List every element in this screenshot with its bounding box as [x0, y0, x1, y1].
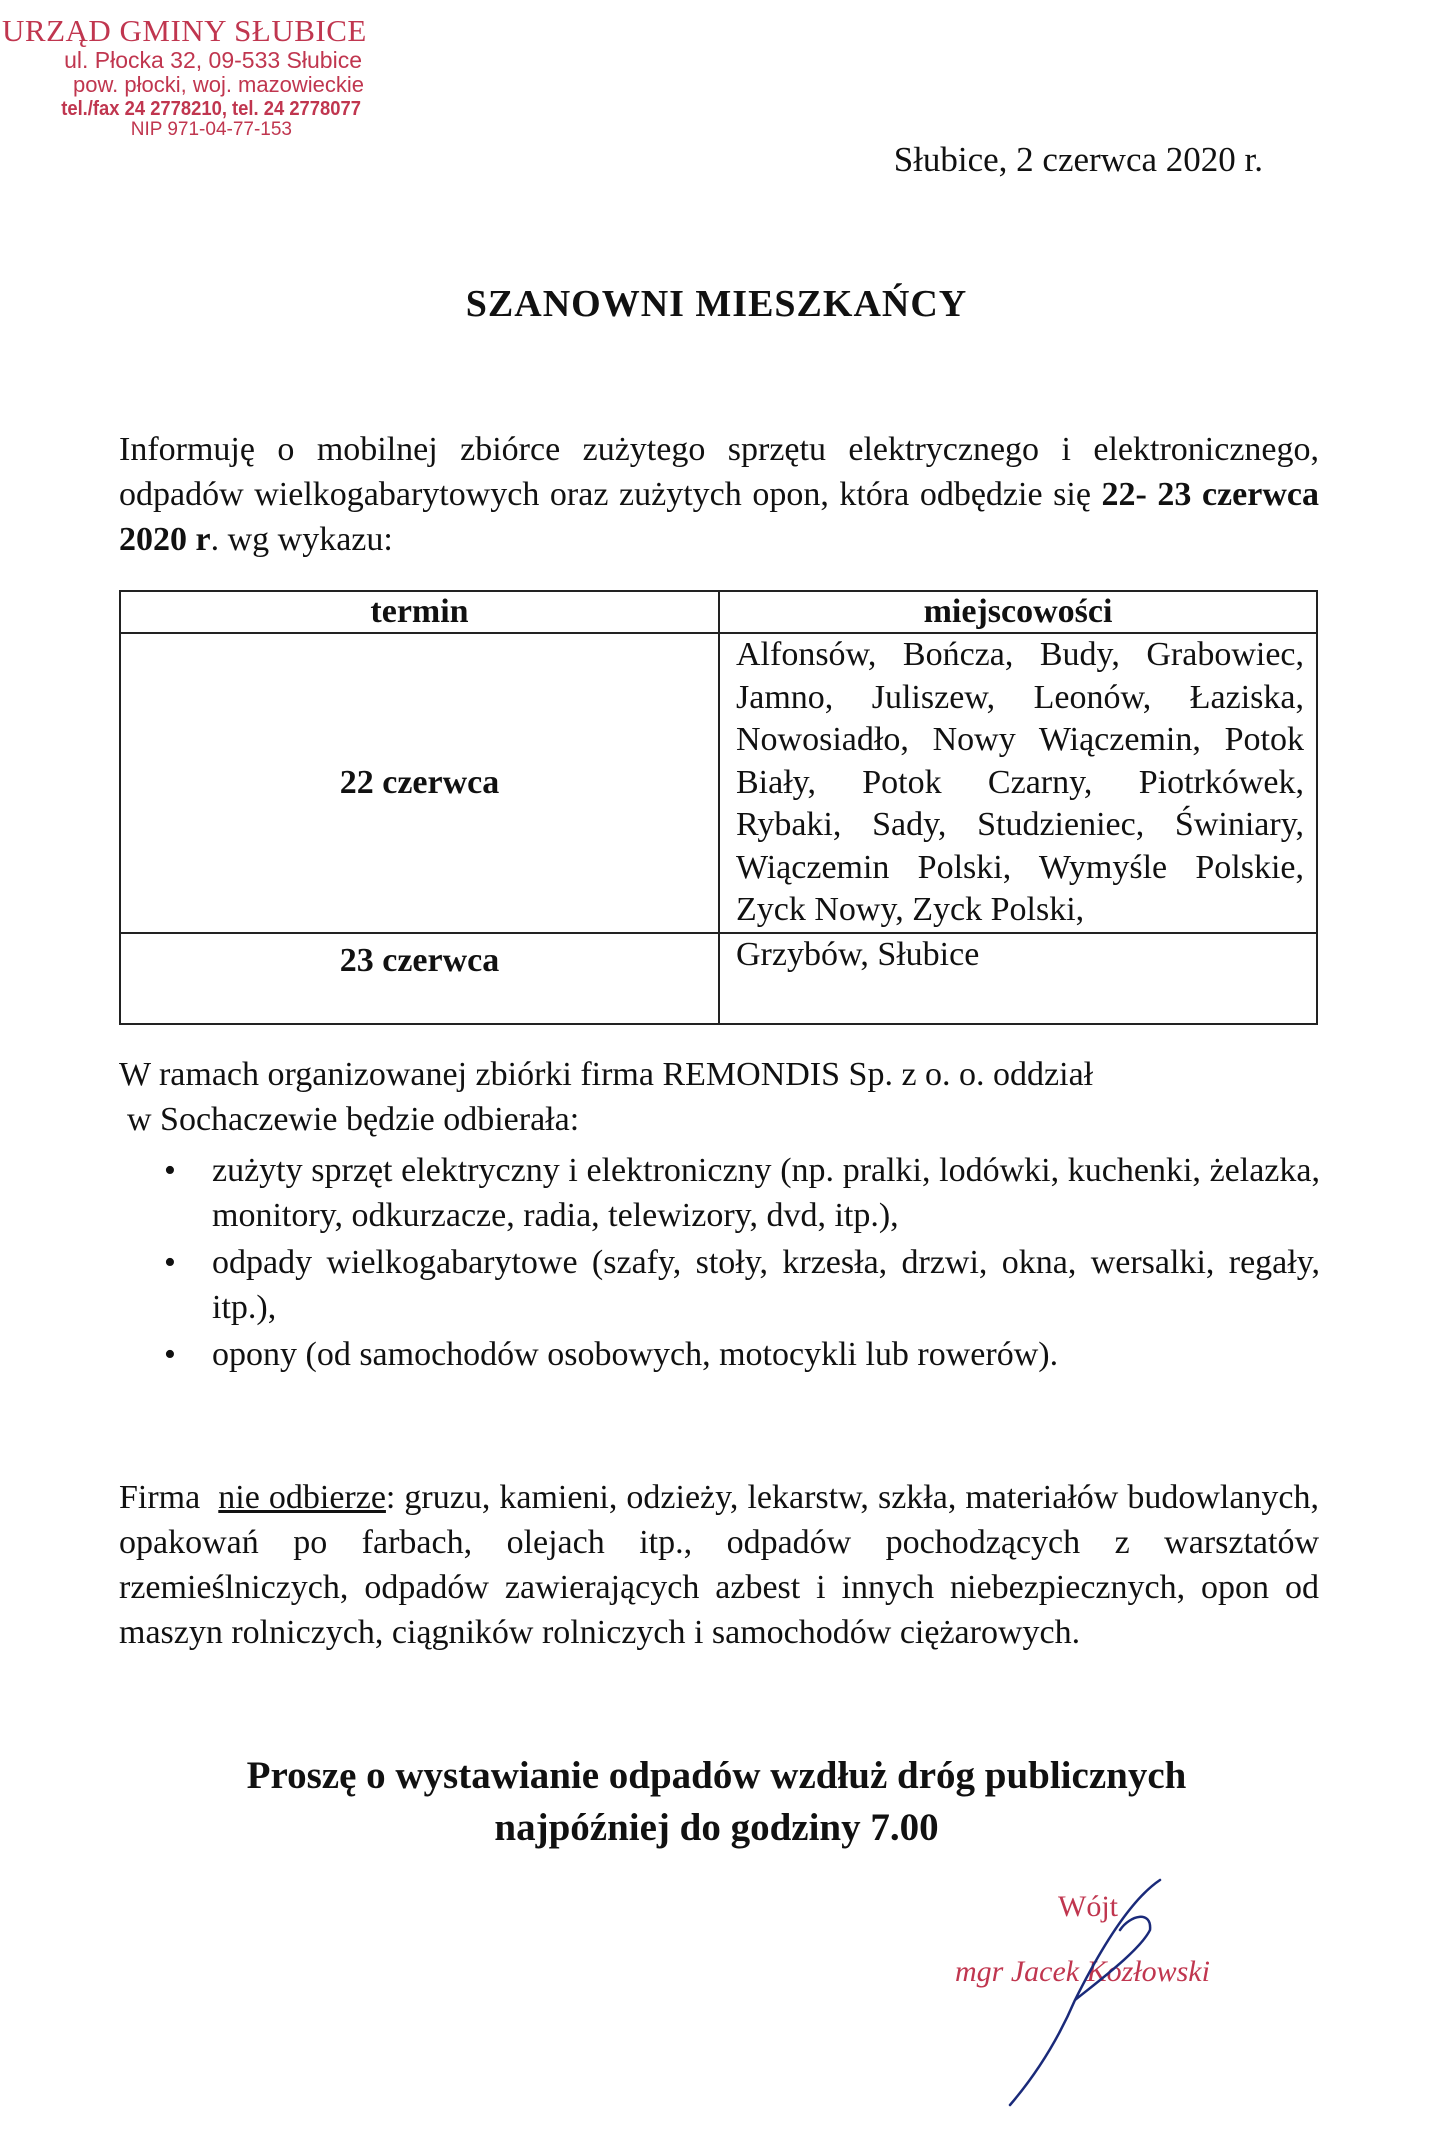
list-item — [160, 1332, 1320, 1377]
notice-line-1: Proszę o wystawianie odpadów wzdłuż dróg publicznych — [246, 1754, 1187, 1797]
collected-items-list — [160, 1148, 1320, 1379]
header-places: miejscowości — [719, 591, 1317, 633]
table-header-row — [120, 591, 1317, 633]
handwritten-signature — [980, 1870, 1180, 2110]
refusal-text: : gruzu, kamieni, odzieży, lekarstw, szkła, materiałów budowlanych, opakowań po farbach, olejach itp., odpadów pochodzących z warsztatów rzemieślniczych, odpadów zawierających azbest i innych niebezpiecznych, opon od maszyn rolniczych, ciągników rolniczych i samochodów ciężarowych. — [119, 1479, 1320, 1651]
signer-name: mgr Jacek Kozłowski — [955, 1955, 1210, 1988]
schedule-table — [119, 590, 1318, 1025]
list-item-text: odpady wielkogabarytowe (szafy, stoły, krzesła, drzwi, okna, wersalki, regały, itp.), — [212, 1244, 1320, 1326]
notice-line-2: najpóźniej do godziny 7.00 — [494, 1806, 939, 1849]
intro-text: Informuję o mobilnej zbiórce zużytego sprzętu elektrycznego i elektronicznego, odpadów wielkogabarytowych oraz zużytych opon, która odbędzie się — [119, 431, 1319, 513]
refusal-prefix: Firma — [119, 1479, 201, 1516]
header-term: termin — [120, 591, 719, 633]
collection-line-2: w Sochaczewie będzie odbierała: — [127, 1101, 580, 1138]
document-title: SZANOWNI MIESZKAŃCY — [465, 283, 968, 325]
row-places: Alfonsów, Bończa, Budy, Grabowiec, Jamno, Juliszew, Leonów, Łaziska, Nowosiadło, Nowy Wiączemin, Potok Biały, Potok Czarny, Piotrkówek, Rybaki, Sady, Studzieniec, Świniary, Wiączemin Polski, Wymyśle Polskie, Zyck Nowy, Zyck Polski, — [719, 633, 1317, 933]
office-stamp — [0, 14, 372, 140]
stamp-county: pow. płocki, woj. mazowieckie — [72, 72, 364, 98]
collection-line-1: W ramach organizowanej zbiórki firma REMONDIS Sp. z o. o. oddział — [119, 1056, 1094, 1093]
refusal-paragraph — [119, 1475, 1319, 1655]
row-term: 23 czerwca — [120, 933, 719, 1024]
stamp-office-name: URZĄD GMINY SŁUBICE — [2, 13, 367, 48]
row-places: Grzybów, Słubice — [719, 933, 1317, 1024]
intro-paragraph — [119, 427, 1319, 562]
document-date: Słubice, 2 czerwca 2020 r. — [893, 140, 1263, 179]
list-item-text: zużyty sprzęt elektryczny i elektroniczny (np. pralki, lodówki, kuchenki, żelazka, monitory, odkurzacze, radia, telewizory, dvd, itp.), — [212, 1152, 1320, 1234]
signer-role: Wójt — [1058, 1890, 1118, 1923]
stamp-address: ul. Płocka 32, 09-533 Słubice — [64, 47, 362, 74]
table-row — [120, 933, 1317, 1024]
bullet-icon: • — [164, 1244, 176, 1281]
stamp-phone: tel./fax 24 2778210, tel. 24 2778077 — [61, 97, 361, 120]
intro-tail: . wg wykazu: — [210, 521, 393, 558]
list-item-text: opony (od samochodów osobowych, motocykli lub rowerów). — [212, 1336, 1059, 1373]
list-item — [160, 1148, 1320, 1238]
collection-paragraph — [119, 1052, 1319, 1142]
notice-block — [0, 1750, 1433, 1854]
bullet-icon: • — [164, 1152, 176, 1189]
list-item — [160, 1240, 1320, 1330]
bullet-icon: • — [164, 1336, 176, 1373]
table-row — [120, 633, 1317, 933]
refusal-underlined: nie odbierze — [218, 1479, 386, 1516]
row-term: 22 czerwca — [120, 633, 719, 933]
stamp-nip: NIP 971-04-77-153 — [130, 118, 292, 140]
intro-dates: 22- 23 czerwca 2020 r — [119, 476, 1319, 558]
